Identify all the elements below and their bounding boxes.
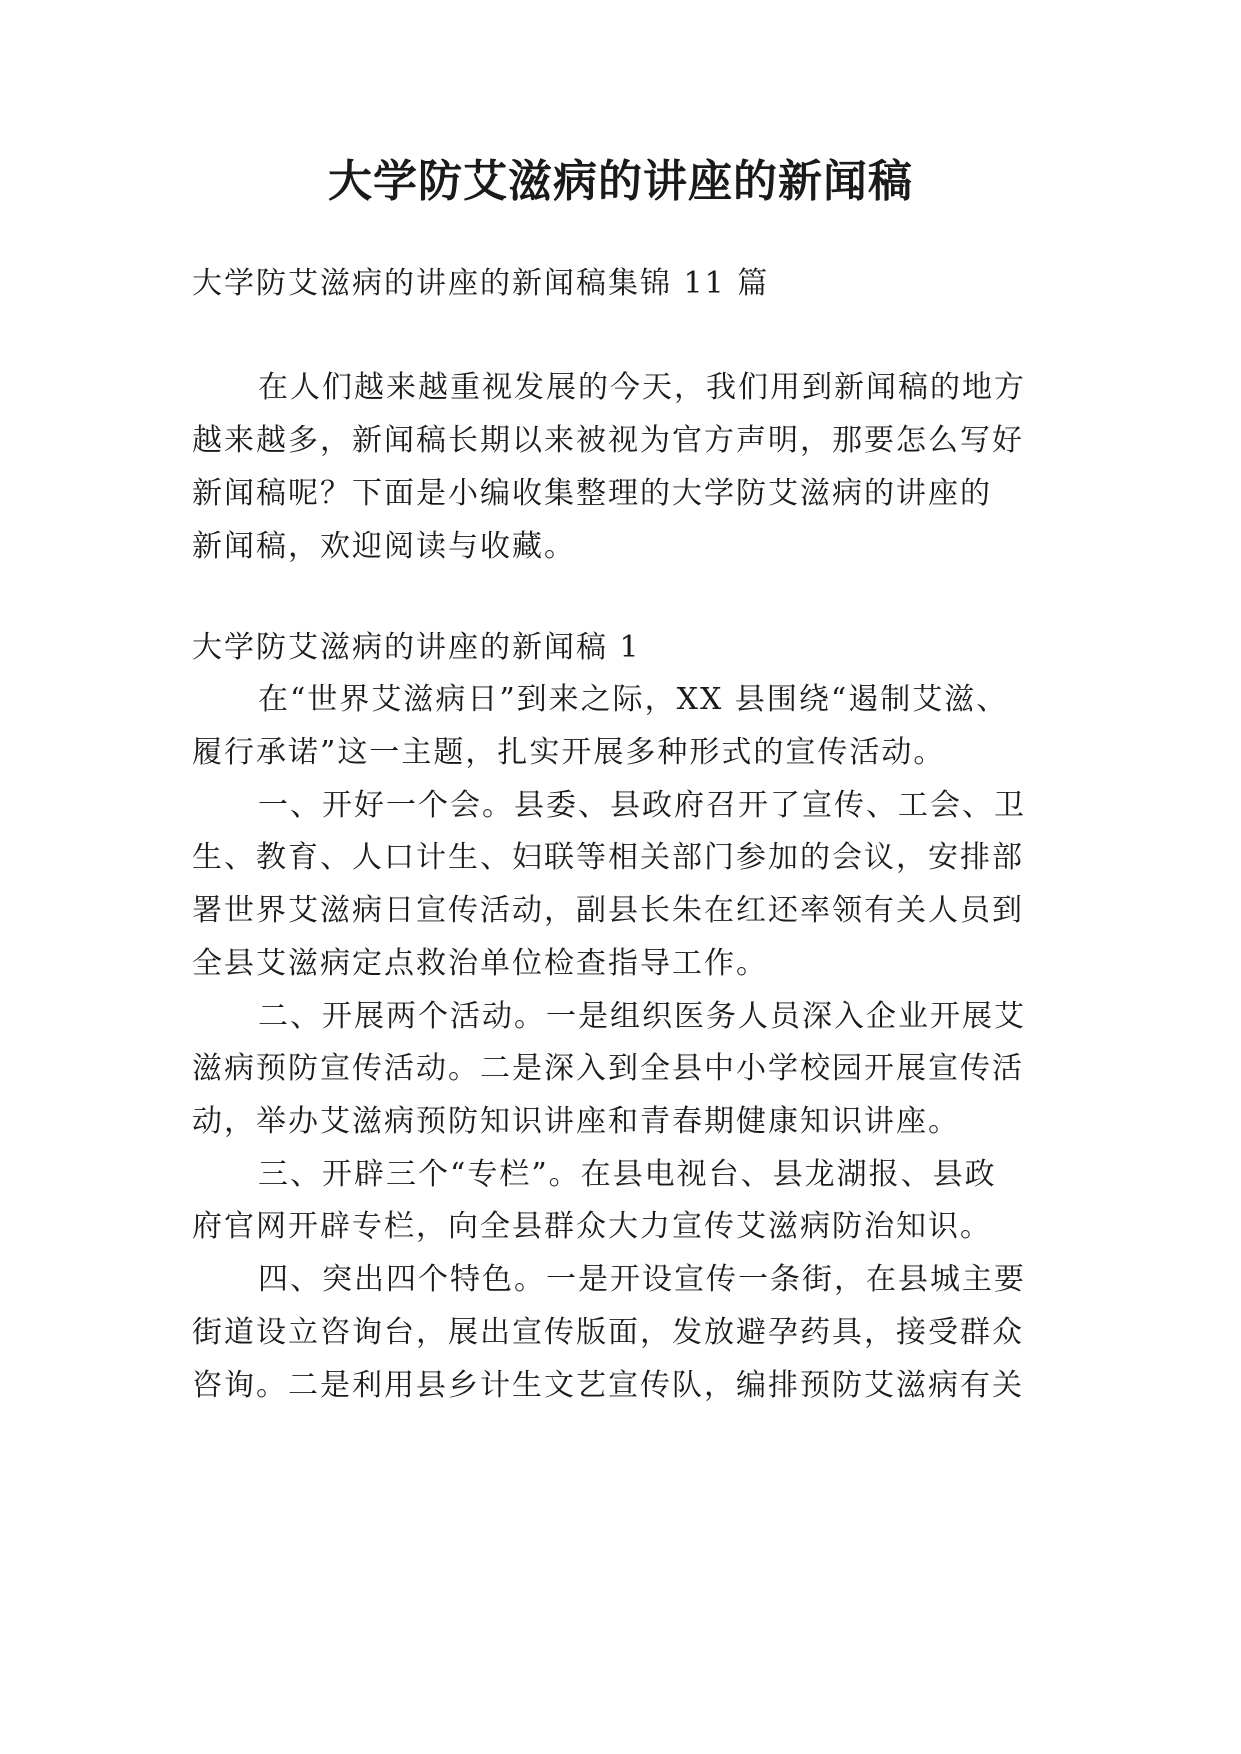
document-subtitle: 大学防艾滋病的讲座的新闻稿集锦 11 篇 bbox=[192, 266, 770, 301]
body-line: 三、开辟三个“专栏”。在县电视台、县龙湖报、县政 bbox=[258, 1157, 997, 1192]
intro-line: 新闻稿，欢迎阅读与收藏。 bbox=[192, 529, 576, 564]
body-line: 在“世界艾滋病日”到来之际，XX 县围绕“遏制艾滋、 bbox=[258, 682, 1009, 717]
body-line: 咨询。二是利用县乡计生文艺宣传队，编排预防艾滋病有关 bbox=[192, 1368, 1024, 1403]
body-line: 署世界艾滋病日宣传活动，副县长朱在红还率领有关人员到 bbox=[192, 893, 1024, 928]
body-line: 四、突出四个特色。一是开设宣传一条街，在县城主要 bbox=[258, 1262, 1026, 1297]
intro-line: 在人们越来越重视发展的今天，我们用到新闻稿的地方 bbox=[258, 370, 1026, 405]
section-heading: 大学防艾滋病的讲座的新闻稿 1 bbox=[192, 630, 641, 665]
intro-line: 越来越多，新闻稿长期以来被视为官方声明，那要怎么写好 bbox=[192, 423, 1024, 458]
body-line: 生、教育、人口计生、妇联等相关部门参加的会议，安排部 bbox=[192, 840, 1024, 875]
body-line: 一、开好一个会。县委、县政府召开了宣传、工会、卫 bbox=[258, 788, 1026, 823]
document-title: 大学防艾滋病的讲座的新闻稿 bbox=[328, 156, 913, 207]
body-line: 二、开展两个活动。一是组织医务人员深入企业开展艾 bbox=[258, 999, 1026, 1034]
body-line: 履行承诺”这一主题，扎实开展多种形式的宣传活动。 bbox=[192, 735, 946, 770]
body-line: 动，举办艾滋病预防知识讲座和青春期健康知识讲座。 bbox=[192, 1104, 960, 1139]
body-line: 府官网开辟专栏，向全县群众大力宣传艾滋病防治知识。 bbox=[192, 1209, 992, 1244]
body-line: 滋病预防宣传活动。二是深入到全县中小学校园开展宣传活 bbox=[192, 1051, 1024, 1086]
body-line: 全县艾滋病定点救治单位检查指导工作。 bbox=[192, 946, 768, 981]
intro-line: 新闻稿呢？下面是小编收集整理的大学防艾滋病的讲座的 bbox=[192, 476, 992, 511]
body-line: 街道设立咨询台，展出宣传版面，发放避孕药具，接受群众 bbox=[192, 1315, 1024, 1350]
